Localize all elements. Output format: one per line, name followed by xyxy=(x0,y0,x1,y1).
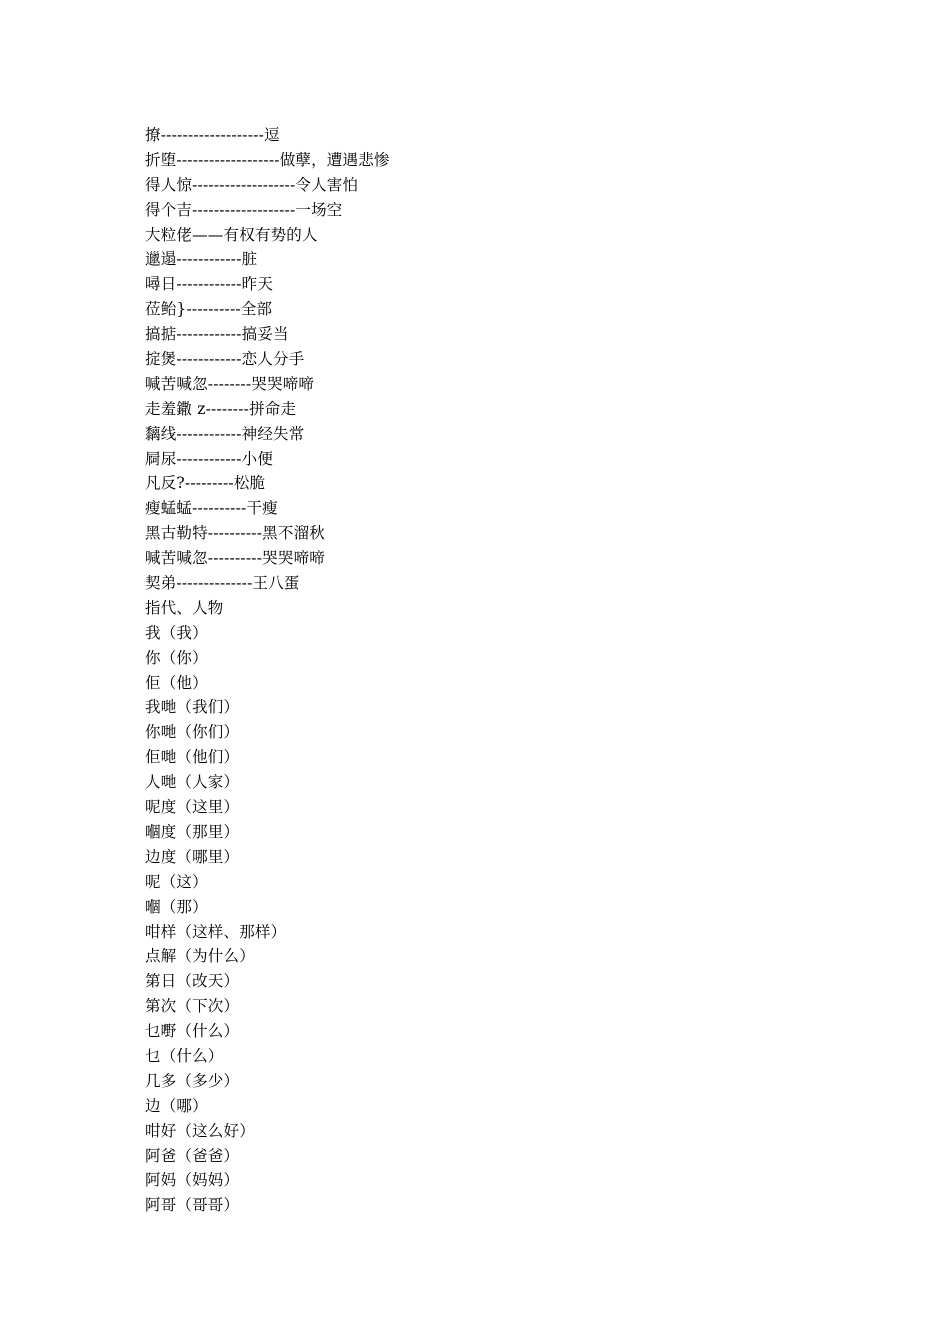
text-line: 嗰（那） xyxy=(145,897,208,916)
text-line: 噚日------------昨天 xyxy=(145,275,274,294)
section-heading: 指代、人物 xyxy=(145,598,224,617)
text-line: 呢（这） xyxy=(145,872,208,891)
document-page xyxy=(145,123,845,1218)
text-line: 邋遢------------脏 xyxy=(145,250,258,269)
text-line: 喊苦喊忽----------哭哭啼啼 xyxy=(145,549,325,568)
text-line: 得个吉-------------------一场空 xyxy=(145,200,343,219)
text-line: 你哋（你们） xyxy=(145,723,240,742)
text-line: 佢（他） xyxy=(145,673,208,692)
text-line: 点解（为什么） xyxy=(145,947,255,966)
text-line: 边度（哪里） xyxy=(145,847,240,866)
text-line: 大粒佬——有权有势的人 xyxy=(145,225,318,244)
text-line: 凡反?---------松脆 xyxy=(145,474,266,493)
text-line: 乜嘢（什么） xyxy=(145,1022,240,1041)
text-line: 黑古勒特----------黑不溜秋 xyxy=(145,524,325,543)
text-line: 第次（下次） xyxy=(145,997,240,1016)
text-line: 嗰度（那里） xyxy=(145,822,240,841)
text-line: 人哋（人家） xyxy=(145,773,240,792)
text-line: 阿爸（爸爸） xyxy=(145,1146,240,1165)
text-line: 乜（什么） xyxy=(145,1046,224,1065)
text-line: 咁好（这么好） xyxy=(145,1121,255,1140)
text-line: 佢哋（他们） xyxy=(145,748,240,767)
text-line: 掟煲------------恋人分手 xyxy=(145,350,305,369)
text-line: 得人惊-------------------令人害怕 xyxy=(145,175,359,194)
text-line: 走羞鏾 z--------拼命走 xyxy=(145,399,297,418)
text-line: 咁样（这样、那样） xyxy=(145,922,287,941)
text-line: 我（我） xyxy=(145,623,208,642)
text-line: 呢度（这里） xyxy=(145,798,240,817)
text-line: 搞掂------------搞妥当 xyxy=(145,325,289,344)
text-line: 边（哪） xyxy=(145,1096,208,1115)
text-line: 你（你） xyxy=(145,648,208,667)
text-line: 撩-------------------逗 xyxy=(145,126,280,144)
text-line: 我哋（我们） xyxy=(145,698,240,717)
text-line: 折堕-------------------做孽，遭遇悲惨 xyxy=(145,150,390,169)
text-line: 阿妈（妈妈） xyxy=(145,1171,240,1190)
text-line: 黐线------------神经失常 xyxy=(145,424,305,443)
text-line: 喊苦喊忽--------哭哭啼啼 xyxy=(145,374,315,393)
text-line: 屙尿------------小便 xyxy=(145,449,274,468)
text-line: 第日（改天） xyxy=(145,972,240,991)
text-line: 契弟--------------王八蛋 xyxy=(145,574,300,593)
text-line: 莅鲐}----------全部 xyxy=(145,300,273,319)
text-line: 瘦蜢蜢----------干瘦 xyxy=(145,499,278,518)
text-line: 阿哥（哥哥） xyxy=(145,1196,240,1215)
text-line: 几多（多少） xyxy=(145,1071,240,1090)
